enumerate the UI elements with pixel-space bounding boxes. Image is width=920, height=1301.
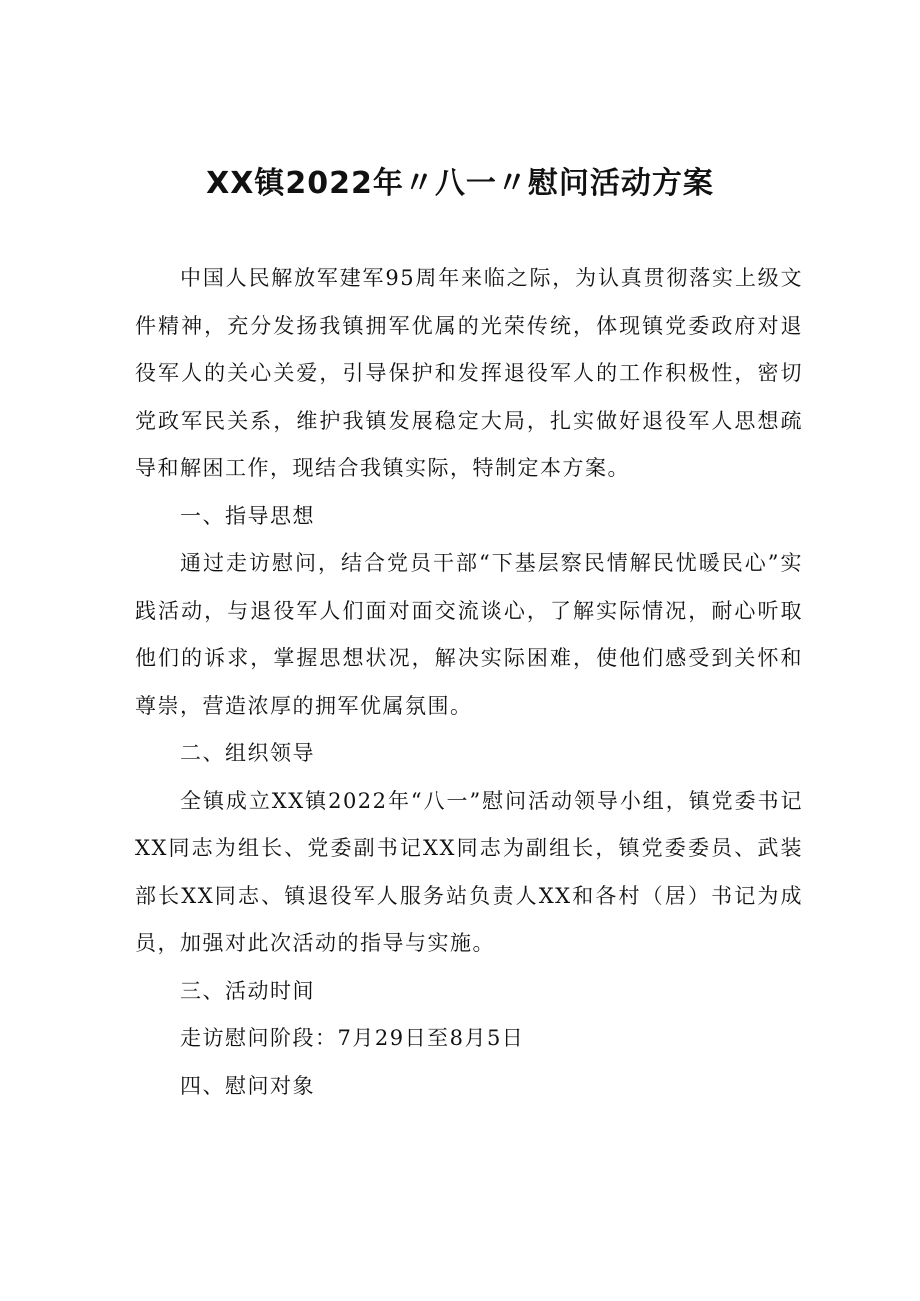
intro-paragraph: 中国人民解放军建军95周年来临之际，为认真贯彻落实上级文件精神，充分发扬我镇拥军优属的光荣传统，体现镇党委政府对退役军人的关心关爱，引导保护和发挥退役军人的工作积极性，密切党政军民关系，维护我镇发展稳定大局，扎实做好退役军人思想疏导和解困工作，现结合我镇实际，特制定本方案。 bbox=[135, 266, 803, 480]
document-title: XX镇2022年〃八一〃慰问活动方案 bbox=[206, 166, 714, 201]
activity-time-paragraph: 走访慰问阶段：7月29日至8月5日 bbox=[180, 1026, 525, 1050]
section-heading-organization: 二、组织领导 bbox=[180, 741, 315, 765]
guiding-ideology-paragraph: 通过走访慰问，结合党员干部“下基层察民情解民忧暖民心”实践活动，与退役军人们面对面交流谈心，了解实际情况，耐心听取他们的诉求，掌握思想状况，解决实际困难，使他们感受到关怀和尊崇，营造浓厚的拥军优属氛围。 bbox=[135, 551, 803, 718]
organization-paragraph: 全镇成立XX镇2022年“八一”慰问活动领导小组，镇党委书记XX同志为组长、党委副书记XX同志为副组长，镇党委委员、武装部长XX同志、镇退役军人服务站负责人XX和各村（居）书记为成员，加强对此次活动的指导与实施。 bbox=[135, 788, 803, 955]
section-heading-activity-time: 三、活动时间 bbox=[180, 978, 315, 1003]
section-heading-guiding-ideology: 一、指导思想 bbox=[180, 503, 315, 528]
document-body bbox=[135, 255, 803, 1110]
section-heading-visit-targets: 四、慰问对象 bbox=[180, 1073, 315, 1098]
